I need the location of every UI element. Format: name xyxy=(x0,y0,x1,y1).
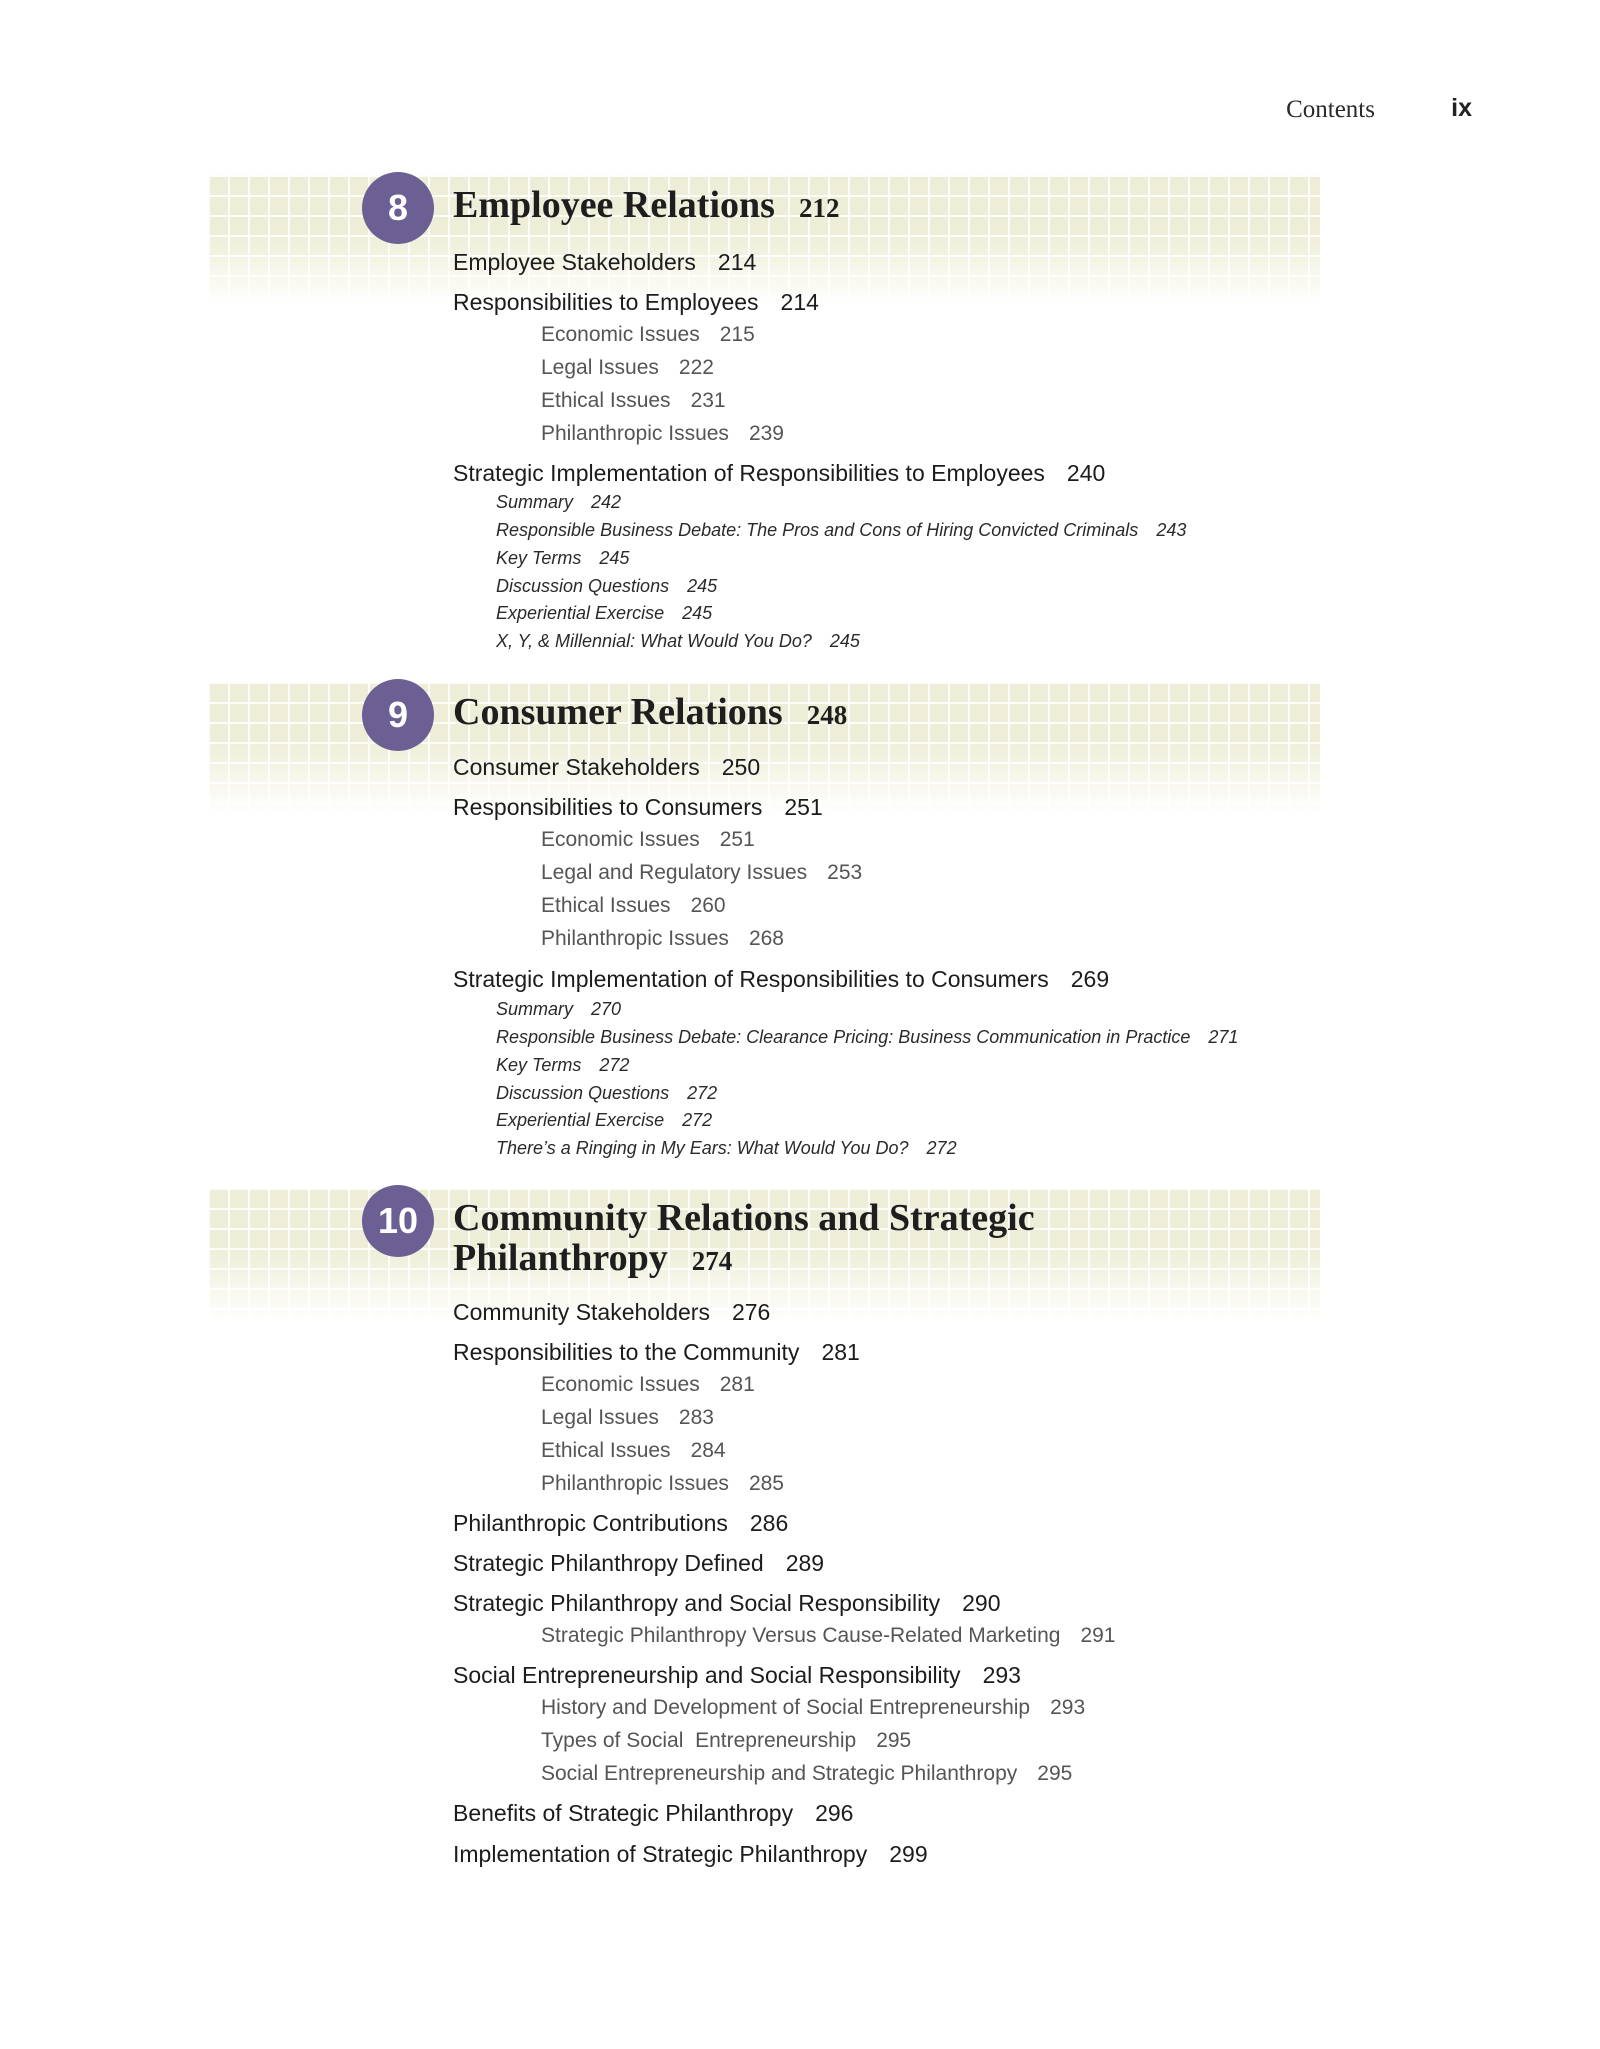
entry-page: 299 xyxy=(889,1841,928,1867)
chapter-title[interactable] xyxy=(453,1198,1035,1281)
toc-endmatter-entry[interactable] xyxy=(496,492,621,513)
entry-page: 260 xyxy=(690,894,726,917)
entry-page: 290 xyxy=(962,1590,1001,1616)
toc-subsection-entry[interactable] xyxy=(541,894,726,918)
entry-page: 293 xyxy=(982,1662,1021,1688)
toc-endmatter-entry[interactable] xyxy=(496,1055,629,1076)
toc-section-entry[interactable] xyxy=(453,289,819,316)
toc-subsection-entry[interactable] xyxy=(541,1729,911,1753)
entry-page: 253 xyxy=(827,861,863,884)
entry-label: Strategic Implementation of Responsibilities to Consumers xyxy=(453,966,1049,992)
entry-label: Experiential Exercise xyxy=(496,1110,665,1130)
toc-subsection-entry[interactable] xyxy=(541,1439,726,1463)
toc-endmatter-entry[interactable] xyxy=(496,1138,957,1159)
entry-label: Philanthropic Contributions xyxy=(453,1510,728,1536)
entry-page: 251 xyxy=(784,794,823,820)
entry-page: 222 xyxy=(678,356,714,379)
entry-label: Strategic Philanthropy and Social Responsibility xyxy=(453,1590,941,1616)
chapter-number-badge: 9 xyxy=(362,679,434,751)
chapter-page: 248 xyxy=(806,700,848,730)
toc-endmatter-entry[interactable] xyxy=(496,1110,712,1131)
entry-page: 272 xyxy=(926,1138,957,1158)
entry-label: Economic Issues xyxy=(541,323,700,346)
toc-section-entry[interactable] xyxy=(453,249,756,276)
entry-label: Social Entrepreneurship and Social Responsibility xyxy=(453,1662,961,1688)
entry-page: 239 xyxy=(748,422,784,445)
toc-section-entry[interactable] xyxy=(453,1662,1021,1689)
entry-label: Ethical Issues xyxy=(541,1439,671,1462)
toc-section-entry[interactable] xyxy=(453,1550,824,1577)
toc-subsection-entry[interactable] xyxy=(541,828,755,852)
entry-page: 214 xyxy=(780,289,819,315)
entry-page: 281 xyxy=(719,1373,755,1396)
toc-subsection-entry[interactable] xyxy=(541,1762,1072,1786)
entry-label: Legal Issues xyxy=(541,356,659,379)
toc-section-entry[interactable] xyxy=(453,1590,1000,1617)
toc-subsection-entry[interactable] xyxy=(541,323,755,347)
entry-page: 214 xyxy=(717,249,757,275)
entry-label: Consumer Stakeholders xyxy=(453,754,700,780)
running-head-title: Contents xyxy=(1286,96,1375,123)
toc-endmatter-entry[interactable] xyxy=(496,603,712,624)
entry-label: Legal and Regulatory Issues xyxy=(541,861,808,884)
entry-page: 245 xyxy=(687,576,718,596)
entry-label: Responsibilities to Employees xyxy=(453,289,759,315)
entry-label: Key Terms xyxy=(496,1055,582,1075)
entry-page: 276 xyxy=(731,1299,771,1325)
entry-label: Economic Issues xyxy=(541,1373,700,1396)
entry-page: 295 xyxy=(876,1729,912,1752)
entry-label: Ethical Issues xyxy=(541,389,671,412)
entry-page: 285 xyxy=(748,1472,784,1495)
entry-page: 293 xyxy=(1050,1696,1086,1719)
entry-page: 281 xyxy=(821,1339,860,1365)
toc-endmatter-entry[interactable] xyxy=(496,999,621,1020)
entry-label: Philanthropic Issues xyxy=(541,1472,729,1495)
entry-page: 245 xyxy=(829,631,860,651)
entry-page: 272 xyxy=(599,1055,630,1075)
toc-subsection-entry[interactable] xyxy=(541,356,714,380)
toc-section-entry[interactable] xyxy=(453,1841,928,1868)
toc-endmatter-entry[interactable] xyxy=(496,520,1186,541)
toc-subsection-entry[interactable] xyxy=(541,1406,714,1430)
entry-page: 270 xyxy=(591,999,622,1019)
chapter-page: 212 xyxy=(798,193,840,223)
entry-page: 240 xyxy=(1066,460,1106,486)
toc-endmatter-entry[interactable] xyxy=(496,1083,717,1104)
entry-page: 231 xyxy=(690,389,726,412)
entry-label: Ethical Issues xyxy=(541,894,671,917)
toc-section-entry[interactable] xyxy=(453,794,823,821)
entry-label: Employee Stakeholders xyxy=(453,249,696,275)
page-number: ix xyxy=(1451,94,1472,122)
entry-page: 272 xyxy=(682,1110,713,1130)
toc-subsection-entry[interactable] xyxy=(541,1472,784,1496)
toc-section-entry[interactable] xyxy=(453,966,1109,993)
entry-label: Responsible Business Debate: Clearance Pricing: Business Communication in Practice xyxy=(496,1027,1191,1047)
chapter-number-badge: 10 xyxy=(362,1185,434,1257)
toc-subsection-entry[interactable] xyxy=(541,1696,1085,1720)
toc-section-entry[interactable] xyxy=(453,1299,770,1326)
entry-label: Types of Social Entrepreneurship xyxy=(541,1729,857,1752)
entry-page: 243 xyxy=(1156,520,1187,540)
entry-label: Community Stakeholders xyxy=(453,1299,710,1325)
entry-label: Summary xyxy=(496,492,574,512)
toc-subsection-entry[interactable] xyxy=(541,861,862,885)
entry-page: 242 xyxy=(591,492,622,512)
entry-page: 296 xyxy=(815,1800,854,1826)
entry-page: 269 xyxy=(1070,966,1110,992)
entry-page: 291 xyxy=(1080,1624,1116,1647)
entry-label: Benefits of Strategic Philanthropy xyxy=(453,1800,794,1826)
entry-page: 286 xyxy=(749,1510,789,1536)
chapter-title-text: Employee Relations xyxy=(453,184,775,226)
entry-page: 215 xyxy=(719,323,755,346)
toc-section-entry[interactable] xyxy=(453,754,760,781)
toc-endmatter-entry[interactable] xyxy=(496,576,717,597)
chapter-title-text: Consumer Relations xyxy=(453,691,783,733)
toc-subsection-entry[interactable] xyxy=(541,1373,755,1397)
entry-page: 272 xyxy=(687,1083,718,1103)
entry-label: Social Entrepreneurship and Strategic Philanthropy xyxy=(541,1762,1018,1785)
toc-section-entry[interactable] xyxy=(453,460,1105,487)
entry-label: X, Y, & Millennial: What Would You Do? xyxy=(496,631,812,651)
entry-label: Discussion Questions xyxy=(496,1083,670,1103)
chapter-title-line-1: Community Relations and Strategic xyxy=(453,1197,1035,1239)
entry-page: 250 xyxy=(721,754,761,780)
chapter-number-badge: 8 xyxy=(362,172,434,244)
entry-page: 295 xyxy=(1037,1762,1073,1785)
entry-label: Philanthropic Issues xyxy=(541,927,729,950)
toc-section-entry[interactable] xyxy=(453,1800,853,1827)
entry-label: Responsibilities to Consumers xyxy=(453,794,763,820)
entry-label: Strategic Implementation of Responsibilities to Employees xyxy=(453,460,1045,486)
entry-label: Strategic Philanthropy Defined xyxy=(453,1550,764,1576)
toc-section-entry[interactable] xyxy=(453,1510,788,1537)
entry-label: Implementation of Strategic Philanthropy xyxy=(453,1841,868,1867)
chapter-page: 274 xyxy=(691,1246,733,1276)
entry-page: 271 xyxy=(1208,1027,1239,1047)
entry-label: Philanthropic Issues xyxy=(541,422,729,445)
toc-endmatter-entry[interactable] xyxy=(496,1027,1238,1048)
entry-label: Discussion Questions xyxy=(496,576,670,596)
entry-page: 251 xyxy=(719,828,755,851)
chapter-title[interactable] xyxy=(453,185,839,228)
entry-label: Legal Issues xyxy=(541,1406,659,1429)
entry-label: Responsible Business Debate: The Pros and Cons of Hiring Convicted Criminals xyxy=(496,520,1139,540)
entry-label: Summary xyxy=(496,999,574,1019)
entry-page: 289 xyxy=(785,1550,825,1576)
entry-page: 283 xyxy=(678,1406,714,1429)
entry-label: Economic Issues xyxy=(541,828,700,851)
entry-page: 245 xyxy=(599,548,630,568)
toc-section-entry[interactable] xyxy=(453,1339,860,1366)
toc-endmatter-entry[interactable] xyxy=(496,548,629,569)
entry-label: Strategic Philanthropy Versus Cause-Related Marketing xyxy=(541,1624,1061,1647)
entry-page: 245 xyxy=(682,603,713,623)
entry-label: Responsibilities to the Community xyxy=(453,1339,800,1365)
entry-label: History and Development of Social Entrepreneurship xyxy=(541,1696,1031,1719)
toc-endmatter-entry[interactable] xyxy=(496,631,860,652)
toc-subsection-entry[interactable] xyxy=(541,927,784,951)
toc-subsection-entry[interactable] xyxy=(541,1624,1115,1648)
chapter-title-line-2: Philanthropy xyxy=(453,1237,668,1279)
entry-label: Key Terms xyxy=(496,548,582,568)
entry-page: 284 xyxy=(690,1439,726,1462)
toc-subsection-entry[interactable] xyxy=(541,422,784,446)
entry-label: Experiential Exercise xyxy=(496,603,665,623)
chapter-title[interactable] xyxy=(453,692,847,735)
entry-page: 268 xyxy=(748,927,784,950)
entry-label: There’s a Ringing in My Ears: What Would You Do? xyxy=(496,1138,909,1158)
toc-subsection-entry[interactable] xyxy=(541,389,726,413)
